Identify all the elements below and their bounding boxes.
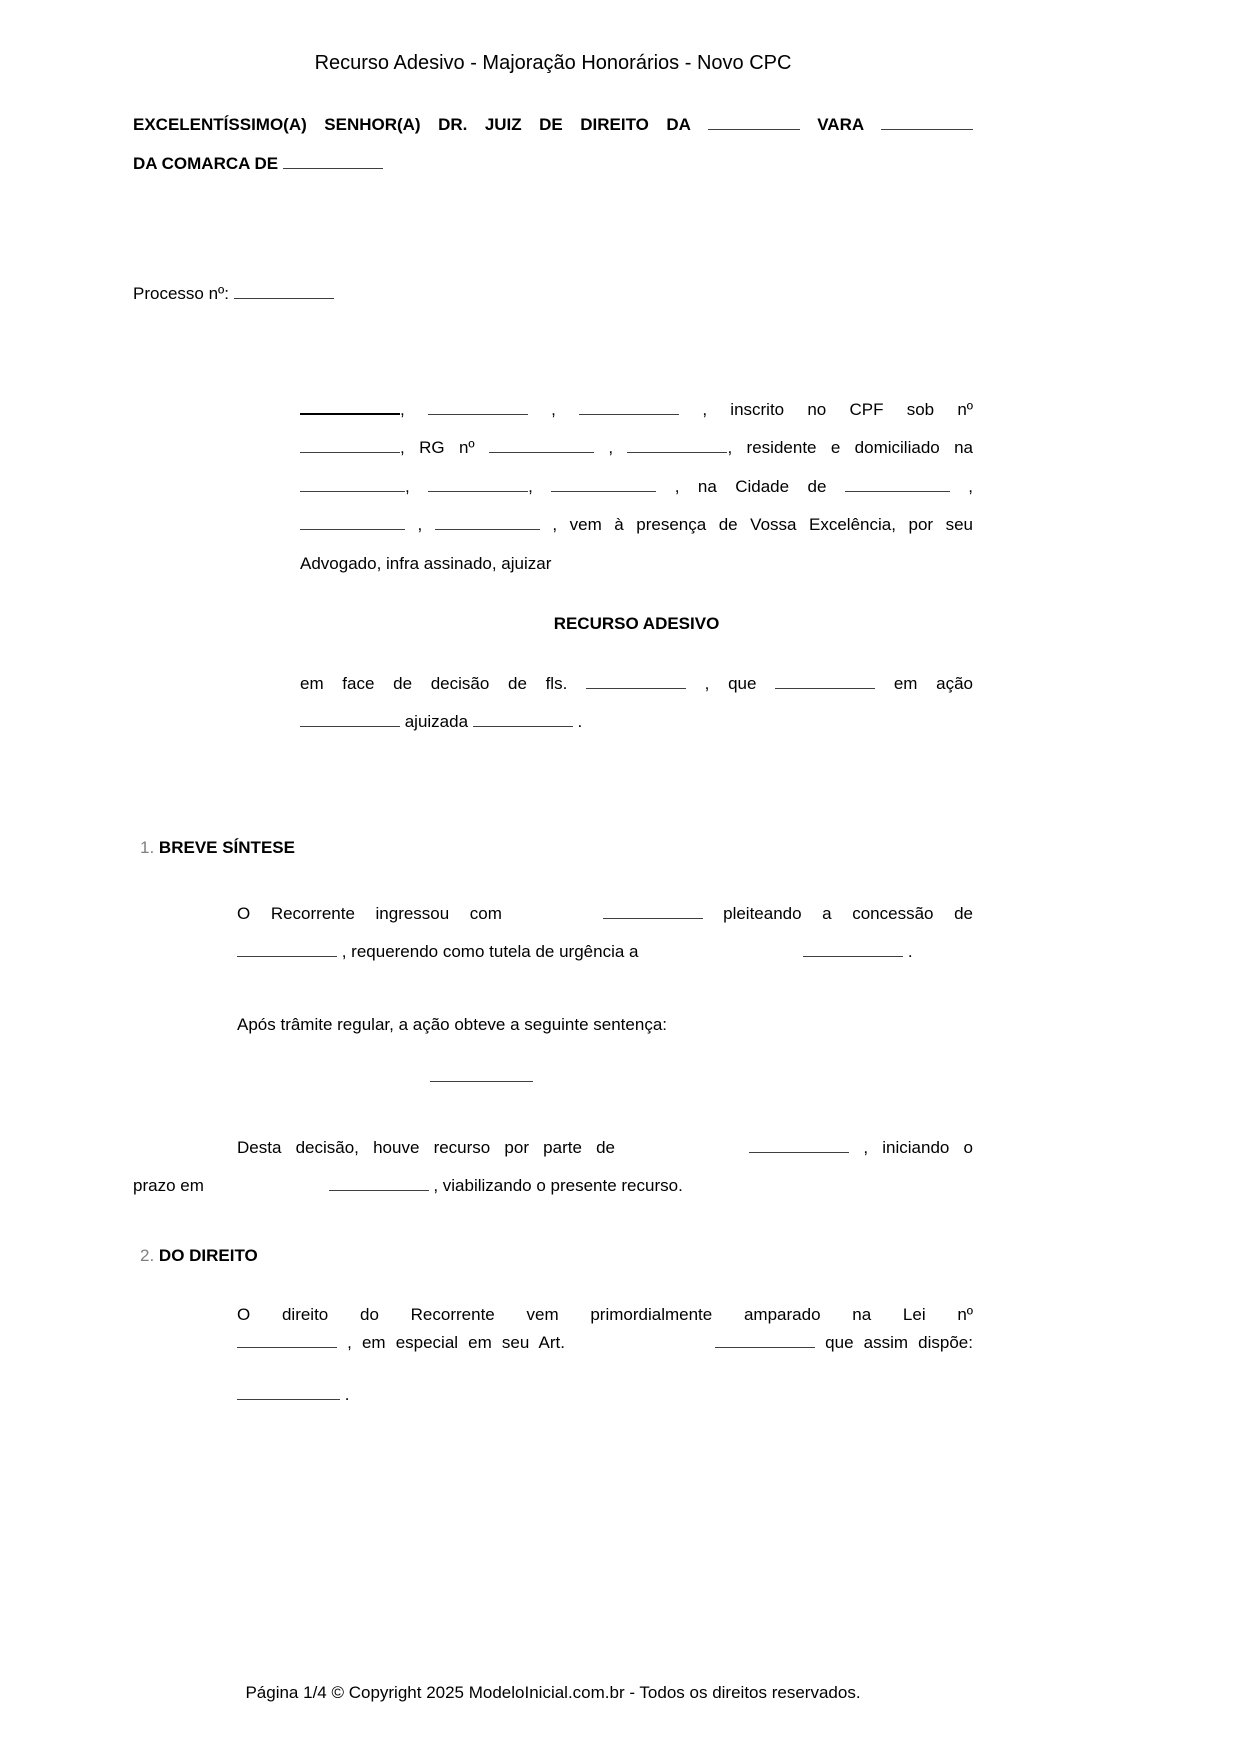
court-address-paragraph [133, 106, 973, 183]
text-line: , em especial em seu Art. que assim dispõe: [237, 1329, 973, 1357]
text-line: , , , inscrito no CPF sob nº [300, 391, 973, 430]
blank-field [586, 676, 686, 689]
text-line [133, 1058, 973, 1097]
spacer [629, 1152, 749, 1153]
blank-field [775, 676, 875, 689]
section-2-heading [140, 1236, 973, 1275]
blank-field [300, 401, 400, 415]
text-line: prazo em , viabilizando o presente recurso. [133, 1176, 683, 1195]
blank-field [551, 479, 656, 492]
blank-field [428, 402, 528, 415]
text-line: DA COMARCA DE [133, 145, 973, 184]
blank-field [329, 1178, 429, 1191]
text-line: , requerendo como tutela de urgência a . [237, 933, 973, 972]
blank-field [283, 156, 383, 169]
em-face-paragraph [300, 665, 973, 742]
spacer [209, 1190, 329, 1191]
blank-field [708, 117, 800, 130]
text-line: em face de decisão de fls. , que em ação [300, 673, 973, 693]
text-line: , RG nº , , residente e domiciliado na [300, 429, 973, 468]
section-1-heading [140, 828, 973, 867]
spacer [523, 918, 603, 919]
section-1-number: 1. [140, 837, 155, 857]
blank-field [749, 1140, 849, 1153]
text-line: O direito do Recorrente vem primordialmente amparado na Lei nº [237, 1304, 973, 1324]
blank-field [430, 1069, 533, 1082]
spacer [575, 1347, 715, 1348]
process-number-line [133, 275, 973, 314]
blank-field [300, 440, 400, 453]
blank-field [579, 402, 679, 415]
blank-field [428, 479, 528, 492]
blank-field [803, 944, 903, 957]
section-2-title: DO DIREITO [158, 1245, 258, 1265]
text-line: EXCELENTÍSSIMO(A) SENHOR(A) DR. JUIZ DE DIREITO DA VARA [133, 106, 973, 145]
section-1-title: BREVE SÍNTESE [158, 837, 295, 857]
text-line: Advogado, infra assinado, ajuizar [300, 553, 552, 573]
blank-field [237, 1387, 340, 1400]
document-content [133, 0, 973, 1409]
do-direito-paragraph [237, 1301, 973, 1357]
blank-field [715, 1335, 815, 1348]
blank-field [300, 479, 405, 492]
text-line: , , , na Cidade de , [300, 468, 973, 507]
blank-field [845, 479, 950, 492]
text-line: , , vem à presença de Vossa Excelência, por seu [300, 506, 973, 545]
blank-field [627, 440, 727, 453]
party-qualification-paragraph [300, 391, 973, 584]
text-line: Após trâmite regular, a ação obteve a seguinte sentença: [237, 1014, 667, 1034]
text-line: ajuizada . [300, 703, 973, 742]
blank-field [237, 1335, 337, 1348]
do-direito-blank-line [237, 1381, 973, 1409]
blank-field [435, 517, 540, 530]
spacer [643, 956, 803, 957]
blank-field [237, 944, 337, 957]
spacer [133, 1081, 430, 1082]
blank-field [603, 906, 703, 919]
breve-sintese-paragraph-ingresso [237, 895, 973, 972]
blank-field [489, 440, 594, 453]
breve-sintese-paragraph-apos [237, 1006, 973, 1045]
blank-field [881, 117, 973, 130]
text-line: . [237, 1381, 973, 1409]
page-footer: Página 1/4 © Copyright 2025 ModeloInicial.com.br - Todos os direitos reservados. [245, 1683, 861, 1702]
blank-field [473, 714, 573, 727]
sentenca-blank-line [133, 1058, 973, 1097]
blank-field [234, 286, 334, 299]
text-line: Processo nº: [133, 275, 973, 314]
text-line: O Recorrente ingressou com pleiteando a concessão de [237, 903, 973, 923]
document-title: Recurso Adesivo - Majoração Honorários - Novo CPC [314, 52, 792, 74]
text-line: Desta decisão, houve recurso por parte de , iniciando o [237, 1137, 973, 1157]
section-2-number: 2. [140, 1245, 155, 1265]
recurso-adesivo-heading: RECURSO ADESIVO [553, 614, 720, 633]
breve-sintese-paragraph-desta [133, 1129, 973, 1206]
blank-field [300, 517, 405, 530]
blank-field [300, 714, 400, 727]
